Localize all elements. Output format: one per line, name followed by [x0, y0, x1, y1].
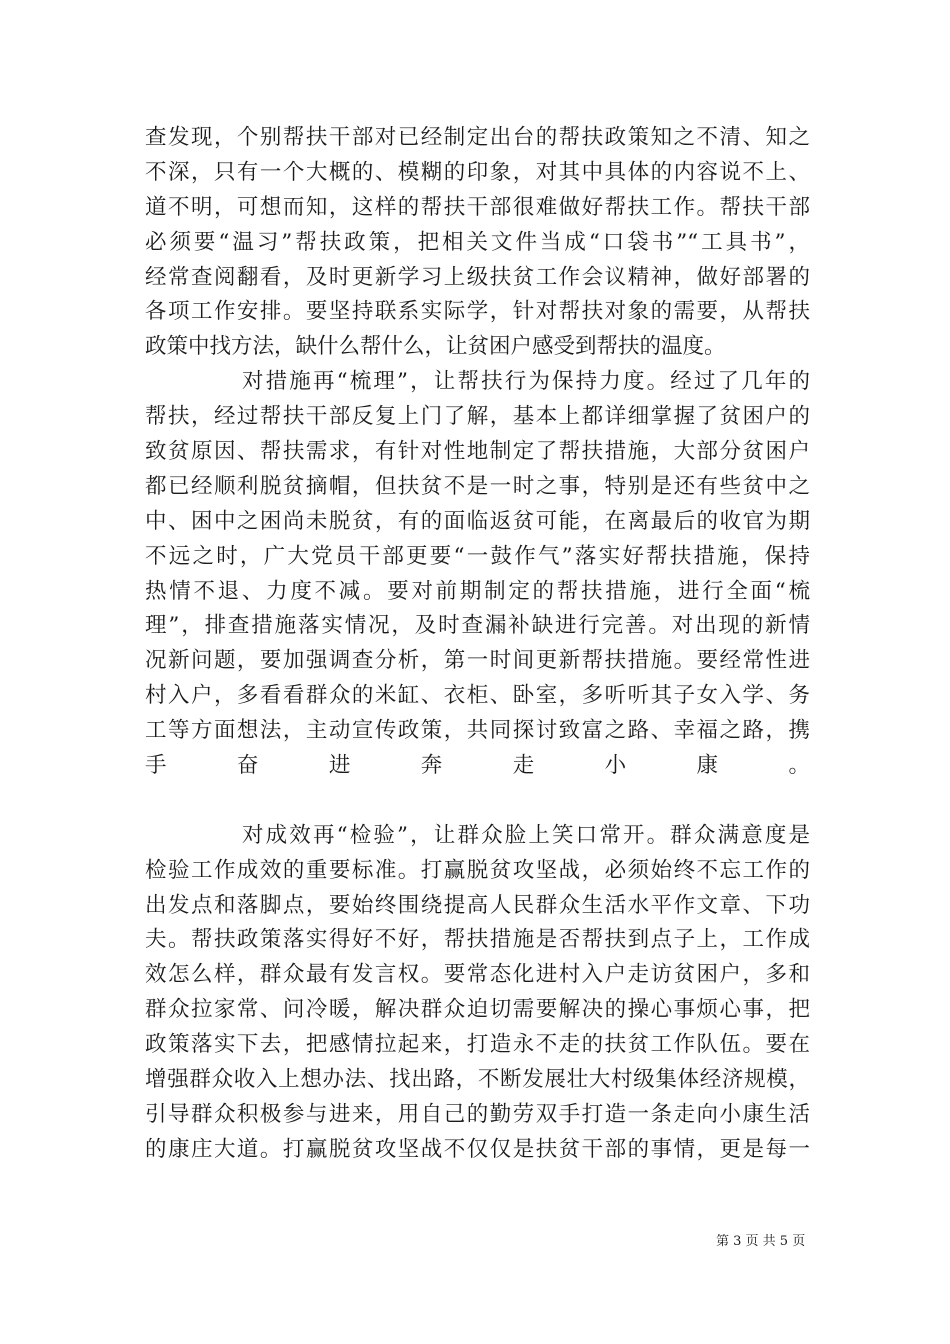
paragraph-line: 政策落实下去，把感情拉起来，打造永不走的扶贫工作队伍。要在 — [145, 1032, 810, 1058]
paragraph-line: 不远之时，广大党员干部更要“一鼓作气”落实好帮扶措施，保持 — [145, 543, 810, 569]
paragraph-line: 帮扶，经过帮扶干部反复上门了解，基本上都详细掌握了贫困户的 — [145, 404, 810, 430]
paragraph-line: 各项工作安排。要坚持联系实际学，针对帮扶对象的需要，从帮扶 — [145, 299, 810, 325]
paragraph-line: 必须要“温习”帮扶政策，把相关文件当成“口袋书”“工具书”， — [145, 229, 810, 255]
page-number-footer: 第 3 页 共 5 页 — [716, 1234, 806, 1249]
paragraph-line: 手奋进奔走小康。 — [145, 753, 810, 779]
paragraph-line: 都已经顺利脱贫摘帽，但扶贫不是一时之事，特别是还有些贫中之 — [145, 473, 810, 499]
paragraph-line: 出发点和落脚点，要始终围绕提高人民群众生活水平作文章、下功 — [145, 892, 810, 918]
paragraph-line: 政策中找方法，缺什么帮什么，让贫困户感受到帮扶的温度。 — [145, 334, 726, 360]
paragraph-line: 况新问题，要加强调查分析，第一时间更新帮扶措施。要经常性进 — [145, 648, 810, 674]
paragraph-line: 道不明，可想而知，这样的帮扶干部很难做好帮扶工作。帮扶干部 — [145, 194, 810, 220]
paragraph-heading-line: 对成效再“检验”，让群众脸上笑口常开。群众满意度是 — [242, 822, 810, 848]
paragraph-line: 不深，只有一个大概的、模糊的印象，对其中具体的内容说不上、 — [145, 159, 810, 185]
paragraph-line: 检验工作成效的重要标准。打赢脱贫攻坚战，必须始终不忘工作的 — [145, 857, 810, 883]
paragraph-line: 增强群众收入上想办法、找出路，不断发展壮大村级集体经济规模， — [145, 1067, 810, 1093]
paragraph-line: 群众拉家常、问冷暖，解决群众迫切需要解决的操心事烦心事，把 — [145, 997, 810, 1023]
paragraph-line: 致贫原因、帮扶需求，有针对性地制定了帮扶措施，大部分贫困户 — [145, 439, 810, 465]
paragraph-line: 的康庄大道。打赢脱贫攻坚战不仅仅是扶贫干部的事情，更是每一 — [145, 1136, 810, 1162]
paragraph-line: 热情不退、力度不减。要对前期制定的帮扶措施，进行全面“梳 — [145, 578, 810, 604]
paragraph-line: 夫。帮扶政策落实得好不好，帮扶措施是否帮扶到点子上，工作成 — [145, 927, 810, 953]
paragraph-line: 理”，排查措施落实情况，及时查漏补缺进行完善。对出现的新情 — [145, 613, 810, 639]
paragraph-line: 村入户，多看看群众的米缸、衣柜、卧室，多听听其子女入学、务 — [145, 683, 810, 709]
paragraph-line: 经常查阅翻看，及时更新学习上级扶贫工作会议精神，做好部署的 — [145, 264, 810, 290]
paragraph-line: 查发现，个别帮扶干部对已经制定出台的帮扶政策知之不清、知之 — [145, 125, 810, 150]
paragraph-line: 效怎么样，群众最有发言权。要常态化进村入户走访贫困户，多和 — [145, 962, 810, 988]
paragraph-line: 中、困中之困尚未脱贫，有的面临返贫可能，在离最后的收官为期 — [145, 508, 810, 534]
paragraph-line: 工等方面想法，主动宣传政策，共同探讨致富之路、幸福之路，携 — [145, 718, 810, 744]
paragraph-line: 引导群众积极参与进来，用自己的勤劳双手打造一条走向小康生活 — [145, 1101, 810, 1127]
paragraph-line — [145, 784, 810, 819]
body-text — [145, 121, 810, 1168]
paragraph-heading-line: 对措施再“梳理”，让帮扶行为保持力度。经过了几年的 — [242, 369, 810, 395]
